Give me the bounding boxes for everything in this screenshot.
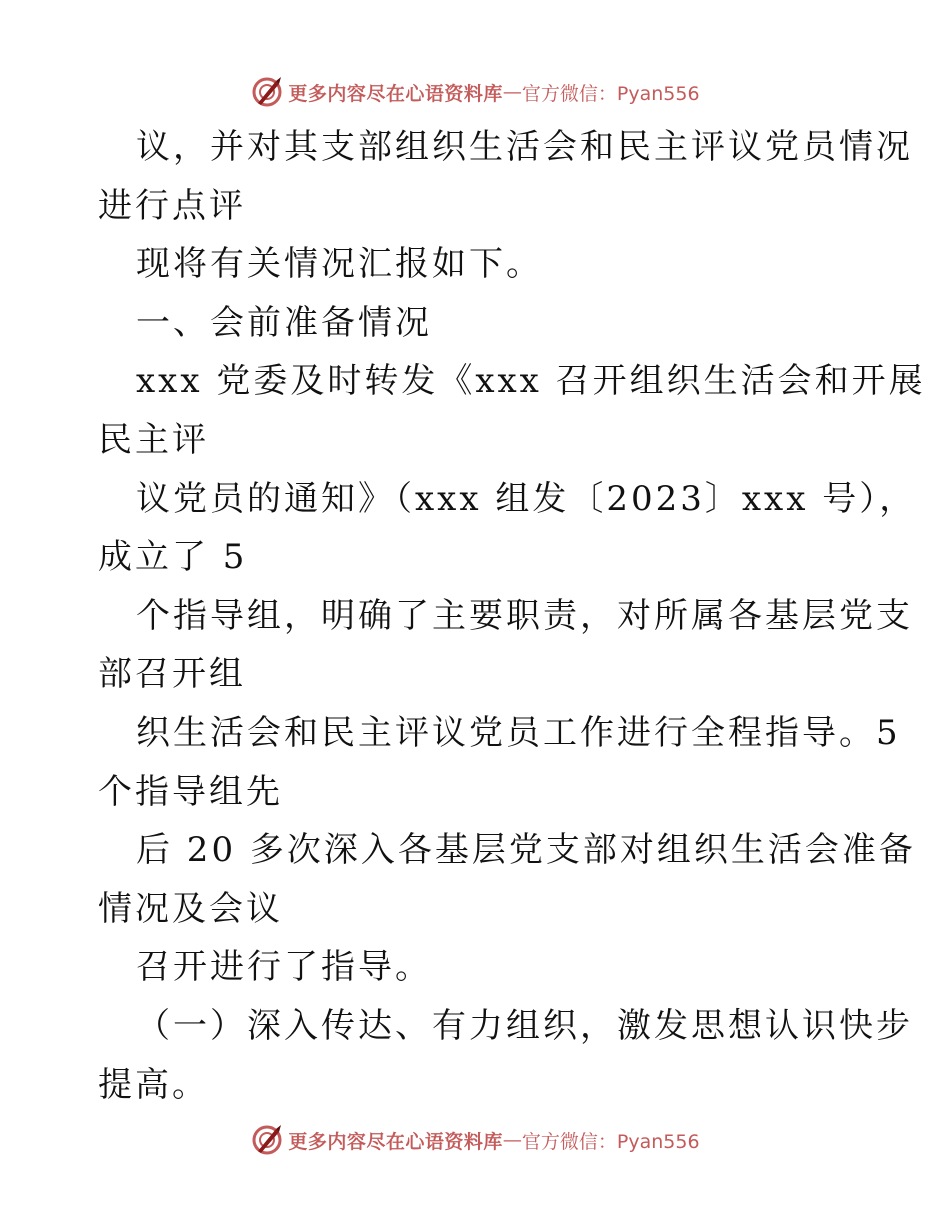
- header-watermark: [0, 72, 950, 112]
- paragraph-line: 部召开组: [98, 654, 246, 695]
- paragraph-line: 一、会前准备情况: [136, 302, 432, 343]
- paragraph-line: 召开进行了指导。: [136, 947, 432, 988]
- paragraph-line: 现将有关情况汇报如下。: [136, 244, 543, 285]
- quill-pen-logo-icon: [250, 75, 284, 109]
- paragraph-line: 提高。: [98, 1064, 209, 1105]
- paragraph-line: xxx 党委及时转发《xxx 召开组织生活会和开展: [136, 361, 926, 402]
- paragraph-line: 情况及会议: [98, 888, 283, 929]
- header-contact-text: 官方微信：Pyan556: [521, 82, 700, 105]
- footer-separator: —: [502, 1129, 522, 1151]
- paragraph-line: 进行点评: [98, 185, 246, 226]
- paragraph-line: 成立了 5: [98, 537, 248, 578]
- paragraph-line: 议党员的通知》（xxx 组发〔2023〕xxx 号），: [136, 478, 917, 519]
- header-site-text: 更多内容尽在心语资料库: [288, 82, 503, 105]
- paragraph-line: 个指导组先: [98, 771, 283, 812]
- paragraph-line: 后 20 多次深入各基层党支部对组织生活会准备: [136, 830, 916, 871]
- paragraph-line: 织生活会和民主评议党员工作进行全程指导。5: [136, 712, 901, 753]
- paragraph-line: 个指导组，明确了主要职责，对所属各基层党支: [136, 595, 913, 636]
- document-body: [98, 118, 926, 1114]
- footer-watermark: [0, 1120, 950, 1160]
- paragraph-line: （一）深入传达、有力组织，激发思想认识快步: [136, 1005, 913, 1046]
- quill-pen-logo-icon: [250, 1123, 284, 1157]
- header-separator: —: [502, 81, 522, 103]
- paragraph-line: 议，并对其支部组织生活会和民主评议党员情况: [136, 127, 913, 167]
- paragraph-line: 民主评: [98, 419, 209, 460]
- footer-contact-text: 官方微信：Pyan556: [521, 1130, 700, 1153]
- footer-site-text: 更多内容尽在心语资料库: [288, 1130, 503, 1153]
